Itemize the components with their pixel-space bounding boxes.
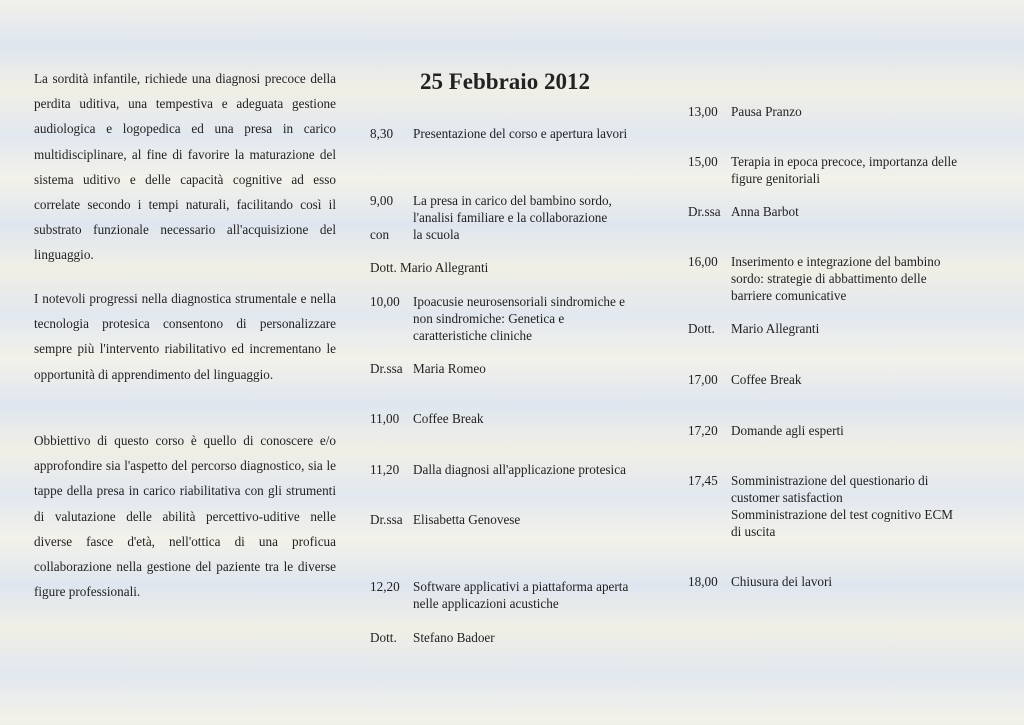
speaker-name: Anna Barbot [731,204,799,219]
schedule-desc: Coffee Break [413,411,484,426]
schedule-desc-line: l'analisi familiare e la collaborazione [413,210,608,225]
schedule-desc: Dalla diagnosi all'applicazione protesica [413,462,626,477]
schedule-desc [413,578,663,612]
speaker-name: Stefano Badoer [413,630,495,645]
schedule-time: 17,45 [688,473,718,488]
schedule-desc-line: caratteristiche cliniche [413,328,532,343]
schedule-time: 10,00 [370,294,400,309]
schedule-desc [413,293,663,344]
schedule-desc: Chiusura dei lavori [731,574,833,589]
schedule-item [370,192,670,244]
schedule-desc-line: la scuola [413,227,460,242]
schedule-desc [731,253,991,304]
schedule-desc-line: Somministrazione del questionario di [731,473,929,488]
speaker-name: Dott. Mario Allegranti [370,260,489,275]
schedule-desc-line: nelle applicazioni acustiche [413,596,559,611]
page-title: 25 Febbraio 2012 [420,69,590,94]
schedule-item [688,253,1008,305]
speaker-name: Maria Romeo [413,361,486,376]
schedule-desc-line: La presa in carico del bambino sordo, [413,193,612,208]
schedule-time: 13,00 [688,104,718,119]
schedule-desc: Pausa Pranzo [731,104,802,119]
schedule-time: 11,00 [370,411,400,426]
schedule-desc-line: non sindromiche: Genetica e [413,311,565,326]
schedule-item [688,153,1008,189]
schedule-desc-line: Terapia in epoca precoce, importanza delle [731,154,958,169]
schedule-time: 9,00 [370,193,394,208]
schedule-time: 15,00 [688,154,718,169]
schedule-desc-line: sordo: strategie di abbattimento delle [731,271,927,286]
speaker-title: Dr.ssa [688,204,721,219]
schedule-desc-line: Inserimento e integrazione del bambino [731,254,941,269]
schedule-desc-line: Ipoacusie neurosensoriali sindromiche e [413,294,626,309]
schedule-time: 16,00 [688,254,718,269]
schedule-speaker [370,259,670,276]
intro-paragraph-1: La sordità infantile, richiede una diagnosi precoce della perdita uditiva, una tempestiva e adeguata gestione audiologica e logopedica ed una presa in carico multidisciplinare, al fine di favorire la maturazione del sistema uditivo e delle capacità cognitive ad esso correlate secondo i tempi naturali, facilitando così il substrato funzionale necessario all'acquisizione del linguaggio. [34,71,336,263]
speaker-title: Dott. [688,321,715,336]
schedule-desc: Presentazione del corso e apertura lavori [413,126,628,141]
schedule-desc [731,472,991,540]
speaker-title: Dr.ssa [370,361,403,376]
schedule-time: 11,20 [370,462,400,477]
schedule-time: 17,00 [688,372,718,387]
schedule-item [688,472,1008,542]
schedule-item [370,578,670,614]
speaker-title: Dott. [370,630,397,645]
schedule-desc-line: customer satisfaction [731,490,843,505]
intro-paragraph-3: Obbiettivo di questo corso è quello di conoscere e/o approfondire sia l'aspetto del percorso diagnostico, sia le tappe della presa in carico riabilitativa con gli strumenti di valutazione delle abilità percettivo-uditive nelle diverse fasce d'età, nell'ottica di una proficua collaborazione nella gestione del paziente tra le diverse figure professionali. [34,433,336,600]
schedule-desc [413,192,663,243]
speaker-name: Elisabetta Genovese [413,512,521,527]
intro-paragraph-2: I notevoli progressi nella diagnostica strumentale e nella tecnologia protesica consentono di personalizzare sempre più l'intervento riabilitativo ed incrementano le opportunità di apprendimento del linguaggio. [34,291,336,382]
speaker-name: Mario Allegranti [731,321,820,336]
schedule-time: 8,30 [370,126,394,141]
schedule-time: 18,00 [688,574,718,589]
schedule-desc-line: figure genitoriali [731,171,820,186]
schedule-desc-line: Somministrazione del test cognitivo ECM [731,507,953,522]
schedule-time: 12,20 [370,579,400,594]
schedule-desc: Coffee Break [731,372,802,387]
schedule-desc: Domande agli esperti [731,423,844,438]
schedule-desc-line: di uscita [731,524,776,539]
speaker-title: Dr.ssa [370,512,403,527]
schedule-desc [731,153,1011,187]
schedule-time: 17,20 [688,423,718,438]
schedule-item [370,293,670,345]
schedule-desc-line: barriere comunicative [731,288,847,303]
schedule-line-prefix: con [370,227,390,242]
schedule-desc-line: Software applicativi a piattaforma aperta [413,579,629,594]
